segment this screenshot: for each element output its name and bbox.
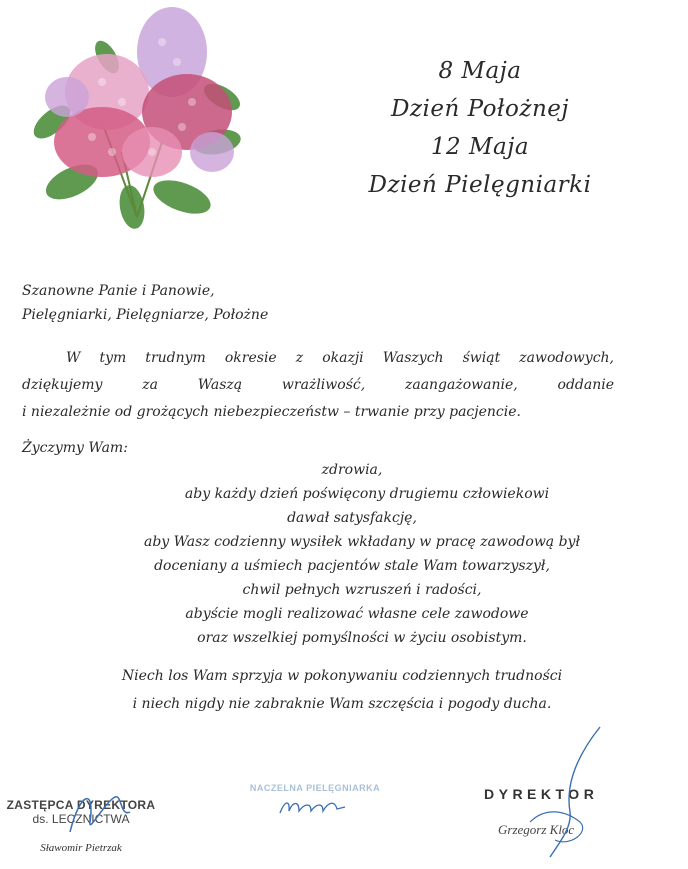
deputy-title: ZASTĘPCA DYREKTORA xyxy=(6,798,156,812)
closing-line-2: i niech nigdy nie zabraknie Wam szczęścia i pogody ducha. xyxy=(132,696,552,712)
closing-line-1: Niech los Wam sprzyja w pokonywaniu codziennych trudności xyxy=(121,668,563,684)
title-line-1: 8 Maja xyxy=(438,58,522,84)
page-title xyxy=(330,52,630,204)
thanks-paragraph xyxy=(22,345,614,426)
paragraph-line-3: i niezależnie od grożących niebezpieczeństw – trwanie przy pacjencie. xyxy=(22,404,521,420)
signature-scribble-left xyxy=(60,782,140,842)
wish-line: chwil pełnych wzruszeń i radości, xyxy=(242,582,482,598)
paragraph-line-1 xyxy=(22,345,614,372)
salutation-line-1: Szanowne Panie i Panowie, xyxy=(22,283,215,299)
wish-line: dawał satysfakcję, xyxy=(287,510,417,526)
signature-scribble-right xyxy=(510,722,620,862)
title-line-3: 12 Maja xyxy=(430,134,530,160)
wish-line: oraz wszelkiej pomyślności w życiu osobistym. xyxy=(197,630,527,646)
wish-line: zdrowia, xyxy=(321,462,383,478)
title-line-2: Dzień Położnej xyxy=(390,96,570,122)
title-line-4: Dzień Pielęgniarki xyxy=(368,172,592,198)
closing xyxy=(22,662,662,718)
head-nurse-title: NACZELNA PIELĘGNIARKA xyxy=(249,783,381,793)
wishes-list xyxy=(22,458,662,650)
director-name: Grzegorz Kloc xyxy=(498,822,575,837)
salutation-line-2: Pielęgniarki, Pielęgniarze, Położne xyxy=(22,307,269,323)
wishes-heading: Życzymy Wam: xyxy=(22,440,128,456)
signature-scribble-middle xyxy=(275,795,350,820)
wish-line: abyście mogli realizować własne cele zawodowe xyxy=(185,606,529,622)
deputy-name: Sławomir Pietrzak xyxy=(40,842,122,854)
paragraph-line-1-text: W tym trudnym okresie z okazji Waszych świąt zawodowych, xyxy=(66,350,614,366)
wish-line: doceniany a uśmiech pacjentów stale Wam towarzyszył, xyxy=(154,558,550,574)
paragraph-line-2: dziękujemy za Waszą wrażliwość, zaangażowanie, oddanie xyxy=(22,377,614,393)
deputy-department: ds. LECZNICTWA xyxy=(32,812,130,826)
lilac-bouquet-illustration xyxy=(12,2,262,232)
wish-line: aby Wasz codzienny wysiłek wkładany w pracę zawodową był xyxy=(143,534,581,550)
wish-line: aby każdy dzień poświęcony drugiemu człowiekowi xyxy=(184,486,550,502)
salutation xyxy=(22,279,268,327)
director-title: DYREKTOR xyxy=(484,786,599,802)
